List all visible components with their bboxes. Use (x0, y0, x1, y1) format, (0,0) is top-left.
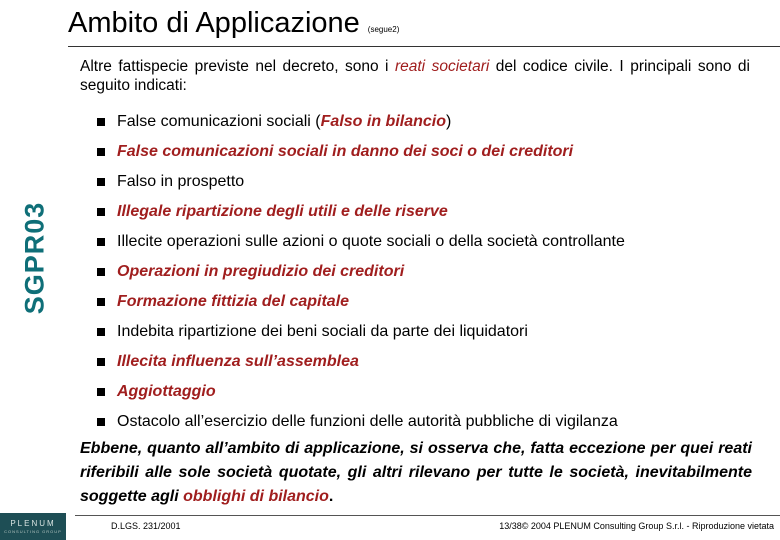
square-bullet-icon (97, 298, 105, 306)
list-item-emph: Falso in bilancio (320, 113, 446, 130)
side-code-text: SGPR03 (19, 201, 50, 314)
intro-text-before: Altre fattispecie previste nel decreto, sono i (80, 58, 395, 75)
list-item-text (117, 383, 216, 401)
list-item (97, 167, 625, 197)
conclusion-paragraph (80, 437, 752, 509)
list-item-text (117, 233, 625, 251)
footer-divider (75, 515, 780, 516)
list-item-text (117, 113, 451, 131)
side-code-label (15, 165, 55, 350)
list-item (97, 227, 625, 257)
list-item-emph: False comunicazioni sociali in danno dei soci o dei creditori (117, 143, 574, 160)
list-item (97, 407, 625, 437)
list-item (97, 107, 625, 137)
list-item-emph: Illecita influenza sull’assemblea (117, 353, 359, 370)
square-bullet-icon (97, 418, 105, 426)
square-bullet-icon (97, 358, 105, 366)
intro-text-after: del codice civile. I principali sono di seguito indicati: (80, 58, 750, 94)
list-item-emph: Formazione fittizia del capitale (117, 293, 350, 310)
square-bullet-icon (97, 238, 105, 246)
logo-name: PLENUM (10, 518, 56, 528)
footer-left: D.LGS. 231/2001 (111, 521, 181, 531)
list-item-pre: Falso in prospetto (117, 173, 245, 190)
list-item (97, 317, 625, 347)
list-item-pre: Ostacolo all’esercizio delle funzioni delle autorità pubbliche di vigilanza (117, 413, 618, 430)
square-bullet-icon (97, 118, 105, 126)
plenum-logo (0, 513, 66, 540)
square-bullet-icon (97, 388, 105, 396)
list-item (97, 377, 625, 407)
list-item-text (117, 263, 404, 281)
square-bullet-icon (97, 328, 105, 336)
list-item (97, 257, 625, 287)
square-bullet-icon (97, 148, 105, 156)
list-item-pre: Indebita ripartizione dei beni sociali da parte dei liquidatori (117, 323, 528, 340)
list-item (97, 347, 625, 377)
list-item-post: ) (446, 113, 452, 130)
page-title-block (68, 7, 399, 40)
logo-tagline: CONSULTING GROUP (4, 528, 62, 534)
list-item-emph: Aggiottaggio (117, 383, 216, 400)
list-item-emph: Illegale ripartizione degli utili e delle riserve (117, 203, 448, 220)
crime-list (97, 107, 625, 437)
title-divider (68, 46, 780, 47)
list-item (97, 287, 625, 317)
list-item-text (117, 413, 618, 431)
square-bullet-icon (97, 208, 105, 216)
list-item-emph: Operazioni in pregiudizio dei creditori (117, 263, 405, 280)
list-item-pre: Illecite operazioni sulle azioni o quote sociali o della società controllante (117, 233, 625, 250)
list-item (97, 197, 625, 227)
list-item-text (117, 143, 573, 161)
list-item-text (117, 323, 528, 341)
list-item (97, 137, 625, 167)
footer-right: 13/38© 2004 PLENUM Consulting Group S.r.l. - Riproduzione vietata (499, 521, 774, 531)
list-item-text (117, 353, 359, 371)
list-item-text (117, 293, 349, 311)
intro-highlight: reati societari (394, 58, 490, 75)
intro-paragraph (80, 57, 750, 95)
list-item-pre: False comunicazioni sociali ( (117, 113, 321, 130)
square-bullet-icon (97, 178, 105, 186)
conclusion-text-before: Ebbene, quanto all’ambito di applicazione, si osserva che, fatta eccezione per quei reati riferibili alle sole società quotate, gli altri rilevano per tutte le società, inevitabilmente soggette agli (80, 440, 752, 505)
square-bullet-icon (97, 268, 105, 276)
page-subtitle: (segue2) (367, 25, 400, 34)
conclusion-highlight: obblighi di bilancio (183, 488, 329, 505)
conclusion-text-after: . (328, 488, 334, 505)
list-item-text (117, 173, 244, 191)
page-title: Ambito di Applicazione (68, 7, 360, 39)
list-item-text (117, 203, 448, 221)
